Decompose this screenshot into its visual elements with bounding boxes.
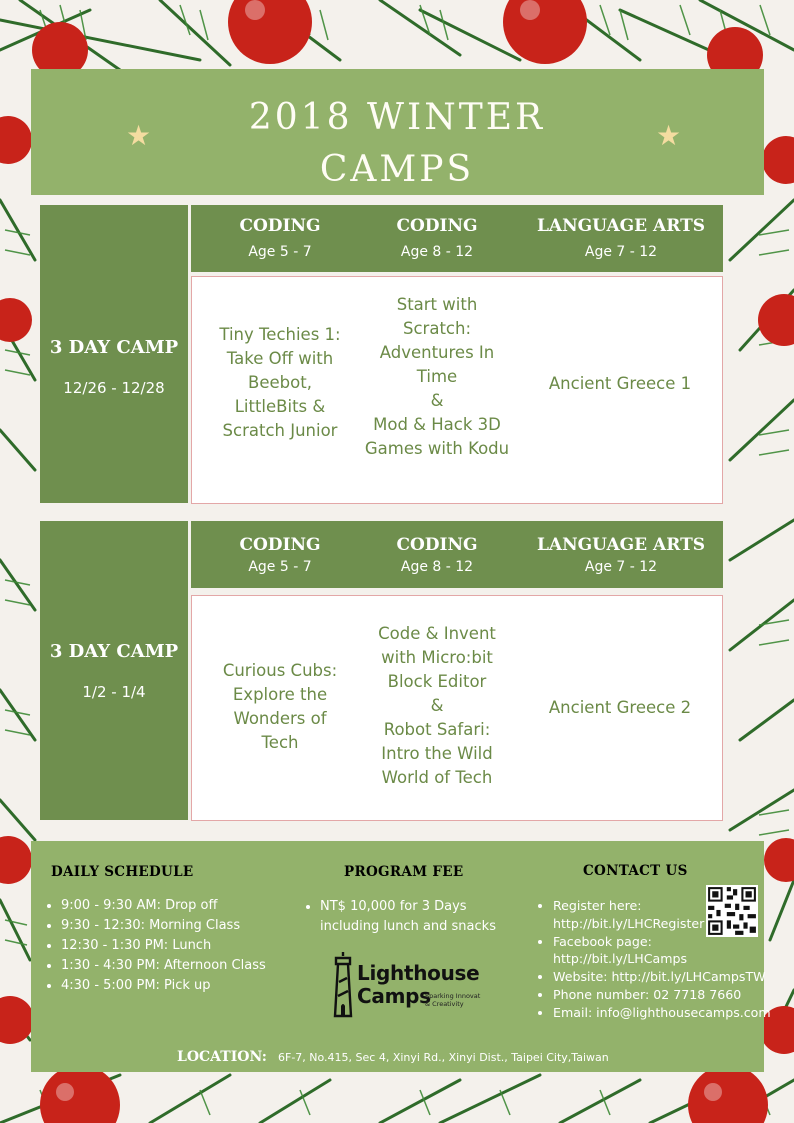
subject-label: CODING: [239, 216, 321, 236]
course-cell: [349, 293, 525, 461]
course-line: Block Editor: [387, 672, 487, 691]
camp-dates: 1/2 - 1/4: [82, 683, 146, 701]
course-line: World of Tech: [381, 768, 493, 787]
course-cell: [532, 372, 708, 396]
subject-label: CODING: [396, 216, 478, 236]
course-header-bar: [191, 521, 723, 588]
column-header: [191, 215, 369, 263]
logo-wordmark-lighthouse: Lighthouse: [357, 961, 480, 985]
program-fee-list: [305, 897, 520, 937]
facebook-link[interactable]: • Facebook page: http://bit.ly/LHCamps: [553, 933, 703, 969]
website-link[interactable]: • Website: http://bit.ly/LHCampsTW: [553, 968, 778, 986]
list-item: • 9:00 - 9:30 AM: Drop off: [61, 896, 321, 916]
course-line: Time: [416, 367, 458, 386]
age-label: Age 5 - 7: [248, 244, 312, 260]
course-line: Mod & Hack 3D: [373, 415, 501, 434]
course-cell: [192, 659, 368, 755]
phone-number: • Phone number: 02 7718 7660: [553, 986, 778, 1004]
daily-schedule-list: [46, 896, 321, 996]
camp-dates: 12/26 - 12/28: [63, 379, 165, 397]
list-item: • 4:30 - 5:00 PM: Pick up: [61, 976, 321, 996]
location-label: LOCATION:: [177, 1049, 267, 1065]
email-link[interactable]: • Email: info@lighthousecamps.com: [553, 1004, 778, 1022]
course-line: Code & Invent: [378, 624, 496, 643]
subject-label: LANGUAGE ARTS: [536, 216, 706, 236]
camp-sidebar: [40, 521, 188, 820]
list-item: • 9:30 - 12:30: Morning Class: [61, 916, 321, 936]
list-item: • 12:30 - 1:30 PM: Lunch: [61, 936, 321, 956]
course-line: Wonders of: [233, 709, 327, 728]
course-cell: [192, 323, 368, 443]
register-link[interactable]: • Register here: http://bit.ly/LHCRegister: [553, 897, 703, 933]
course-cell: [532, 696, 708, 720]
lighthouse-icon: [330, 950, 356, 1020]
course-line: Start with: [396, 295, 478, 314]
column-header: [348, 215, 526, 263]
list-item: • NT$ 10,000 for 3 Days including lunch and snacks: [320, 897, 520, 937]
age-label: Age 7 - 12: [584, 244, 658, 260]
subject-label: LANGUAGE ARTS: [536, 535, 706, 555]
course-line: Scratch:: [403, 319, 471, 338]
star-icon: ★: [656, 119, 682, 152]
logo-wordmark-camps: Camps: [357, 984, 431, 1008]
course-line: Tiny Techies 1:: [219, 325, 341, 344]
age-label: Age 8 - 12: [400, 559, 474, 575]
column-header: [348, 534, 526, 578]
course-line: Adventures In: [379, 343, 495, 362]
course-line: Curious Cubs:: [222, 661, 338, 680]
course-line: with Micro:bit: [381, 648, 493, 667]
course-line: Intro the Wild: [381, 744, 493, 763]
location-line: [177, 1046, 609, 1065]
course-header-bar: [191, 205, 723, 272]
course-line: LittleBits &: [234, 397, 326, 416]
course-line: Ancient Greece 2: [548, 698, 692, 717]
camp-sidebar: [40, 205, 188, 503]
age-label: Age 7 - 12: [584, 559, 658, 575]
course-box: [191, 595, 723, 821]
lighthouse-camps-logo: [330, 950, 480, 1026]
course-line: Scratch Junior: [222, 421, 338, 440]
title-line-2: CAMPS: [319, 149, 475, 190]
age-label: Age 5 - 7: [248, 559, 312, 575]
star-icon: ★: [126, 119, 152, 152]
column-header: [532, 215, 710, 263]
list-item: • 1:30 - 4:30 PM: Afternoon Class: [61, 956, 321, 976]
column-header: [191, 534, 369, 578]
daily-schedule-title: DAILY SCHEDULE: [51, 864, 194, 880]
course-line: Beebot,: [248, 373, 312, 392]
title-line-1: 2018 WINTER: [248, 97, 546, 138]
subject-label: CODING: [239, 535, 321, 555]
course-line: &: [430, 391, 444, 410]
location-address: 6F-7, No.415, Sec 4, Xinyi Rd., Xinyi Dist., Taipei City,Taiwan: [278, 1051, 609, 1064]
course-cell: [349, 622, 525, 790]
course-line: Ancient Greece 1: [548, 374, 692, 393]
subject-label: CODING: [396, 535, 478, 555]
course-line: Robot Safari:: [383, 720, 491, 739]
program-fee-title: PROGRAM FEE: [344, 864, 464, 880]
course-line: Tech: [261, 733, 299, 752]
age-label: Age 8 - 12: [400, 244, 474, 260]
camp-label: 3 DAY CAMP: [49, 337, 179, 358]
course-line: &: [430, 696, 444, 715]
course-line: Take Off with: [226, 349, 334, 368]
course-box: [191, 276, 723, 504]
column-header: [532, 534, 710, 578]
qr-code-icon[interactable]: [706, 885, 758, 937]
camp-label: 3 DAY CAMP: [49, 641, 179, 662]
course-line: Explore the: [232, 685, 328, 704]
logo-tagline: Sparking Innovat & Creativity: [425, 992, 481, 1008]
contact-title: CONTACT US: [583, 863, 688, 879]
course-line: Games with Kodu: [364, 439, 510, 458]
